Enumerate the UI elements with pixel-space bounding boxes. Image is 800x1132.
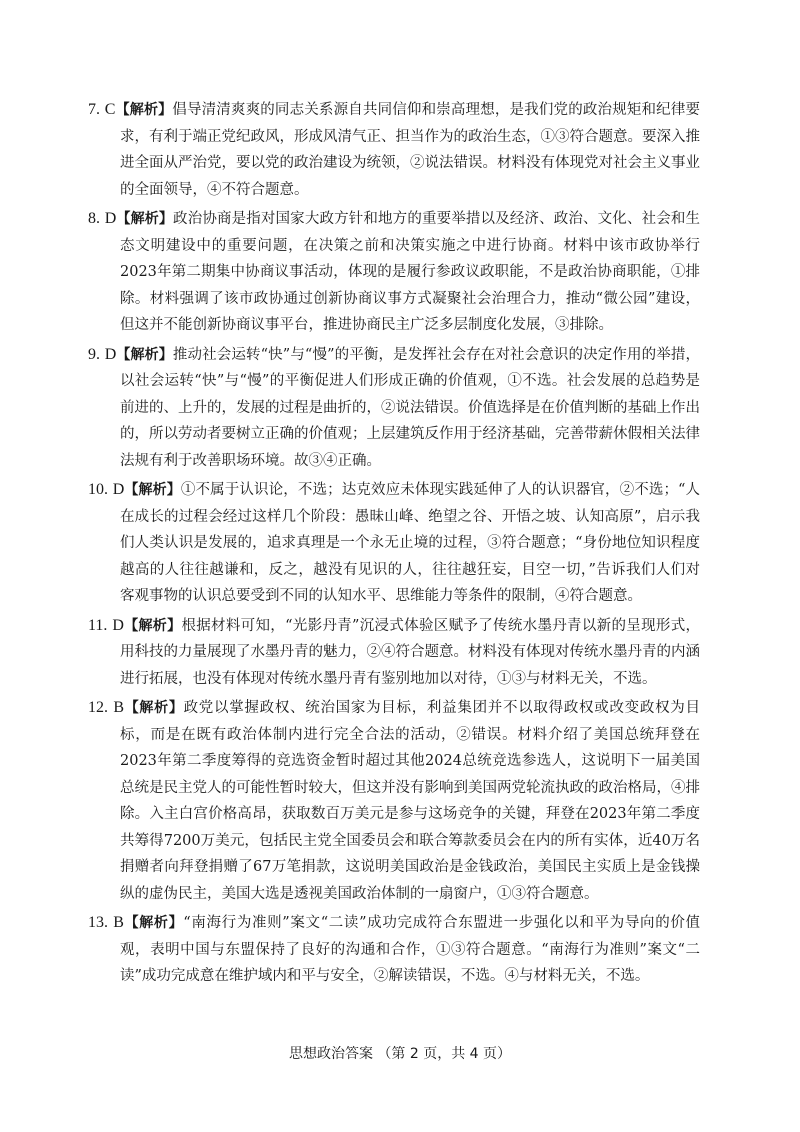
analysis-tag: 【解析】	[123, 617, 182, 634]
item-text: 倡导清清爽爽的同志关系源自共同信仰和崇高理想，是我们党的政治规矩和纪律要求，有利于端正党纪政风，形成风清气正、担当作为的政治生态，①③符合题意。要深入推进全面从严治党，要以党的政治建设为统领，②说法错误。材料没有体现党对社会主义事业的全面领导，④不符合题意。	[120, 102, 701, 198]
analysis-tag: 【解析】	[124, 482, 181, 498]
item-number: 13.	[88, 914, 108, 931]
item-number: 8.	[88, 210, 100, 227]
answer-item-11	[88, 613, 701, 693]
item-text: ①不属于认识论，不选；达克效应未体现实践延伸了人的认识器官，②不选；“人在成长的过程会经过这样几个阶段：愚昧山峰、绝望之谷、开悟之坡、认知高原”，启示我们人类认识是发展的，追求真理是一个永无止境的过程，③符合题意；“身份地位知识程度越高的人往往越谦和，反之，越没有见识的人，往往越狂妄，目空一切，”告诉我们人们对客观事物的认识总要受到不同的认知水平、思维能力等条件的限制，④符合题意。	[120, 482, 701, 604]
item-text: 推动社会运转“快”与“慢”的平衡，是发挥社会存在对社会意识的决定作用的举措，以社会运转“快”与“慢”的平衡促进人们形成正确的价值观，①不选。社会发展的总趋势是前进的、上升的，发展的过程是曲折的，②说法错误。价值选择是在价值判断的基础上作出的，所以劳动者要树立正确的价值观；上层建筑反作用于经济基础，完善带薪休假相关法律法规有利于改善职场环境。故③④正确。	[120, 346, 701, 469]
item-answer: D	[104, 345, 117, 363]
answer-item-9	[88, 342, 701, 475]
analysis-tag: 【解析】	[115, 102, 173, 118]
item-number: 7.	[88, 101, 100, 118]
item-answer: B	[113, 914, 124, 931]
page-footer: 思想政治答案 （第 2 页，共 4 页）	[288, 1046, 512, 1062]
item-answer: D	[112, 616, 124, 634]
answer-item-8	[88, 206, 701, 339]
answer-item-7	[88, 97, 701, 203]
item-text: “南海行为准则”案文“二读”成功完成符合东盟进一步强化以和平为导向的价值观，表明中国与东盟保持了良好的沟通和合作，①③符合题意。“南海行为准则”案文“二读”成功完成意在维护域内和平与安全，②解读错误，不选。④与材料无关，不选。	[120, 915, 701, 984]
analysis-tag: 【解析】	[116, 211, 174, 227]
item-number: 12.	[88, 699, 108, 716]
answer-item-13	[88, 910, 701, 990]
analysis-tag: 【解析】	[116, 346, 173, 363]
item-text: 根据材料可知，“光影丹青”沉浸式体验区赋予了传统水墨丹青以新的呈现形式，用科技的力量展现了水墨丹青的魅力，②④符合题意。材料没有体现对传统水墨丹青的内涵进行拓展，也没有体现对传统水墨丹青有鉴别地加以对待，①③与材料无关，不选。	[120, 617, 701, 687]
analysis-tag: 【解析】	[123, 915, 184, 931]
item-text: 政治协商是指对国家大政方针和地方的重要举措以及经济、政治、文化、社会和生态文明建设中的重要问题，在决策之前和决策实施之中进行协商。材料中该市政协举行2023年第二期集中协商议事活动，体现的是履行参政议政职能，不是政治协商职能，①排除。材料强调了该市政协通过创新协商议事方式凝聚社会治理合力，推动“微公园”建设，但这并不能创新协商议事平台，推进协商民主广泛多层制度化发展，③排除。	[120, 211, 701, 333]
item-answer: B	[113, 699, 124, 716]
item-number: 9.	[88, 345, 100, 363]
answer-item-10	[88, 477, 701, 610]
answer-list	[88, 97, 701, 993]
item-number: 11.	[88, 616, 108, 634]
item-answer: D	[112, 481, 125, 498]
analysis-tag: 【解析】	[124, 700, 184, 716]
item-text: 政党以掌握政权、统治国家为目标，利益集团并不以取得政权或改变政权为目标，而是在既有政治体制内进行完全合法的活动，②错误。材料介绍了美国总统拜登在2023年第二季度筹得的竞选资金暂时超过其他2024总统竞选参选人，这说明下一届美国总统是民主党人的可能性暂时较大，但这并没有影响到美国两党轮流执政的政治格局，④排除。入主白宫价格高昂，获取数百万美元是参与这场竞争的关键，拜登在2023年第二季度共筹得7200万美元，包括民主党全国委员会和联合筹款委员会在内的所有实体，近40万名捐赠者向拜登捐赠了67万笔捐款，这说明美国政治是金钱政治，美国民主实质上是金钱操纵的虚伪民主，美国大选是透视美国政治体制的一扇窗户，①③符合题意。	[120, 700, 701, 902]
item-answer: C	[104, 101, 116, 118]
item-number: 10.	[88, 481, 108, 498]
item-answer: D	[104, 210, 117, 227]
answer-item-12	[88, 695, 701, 907]
